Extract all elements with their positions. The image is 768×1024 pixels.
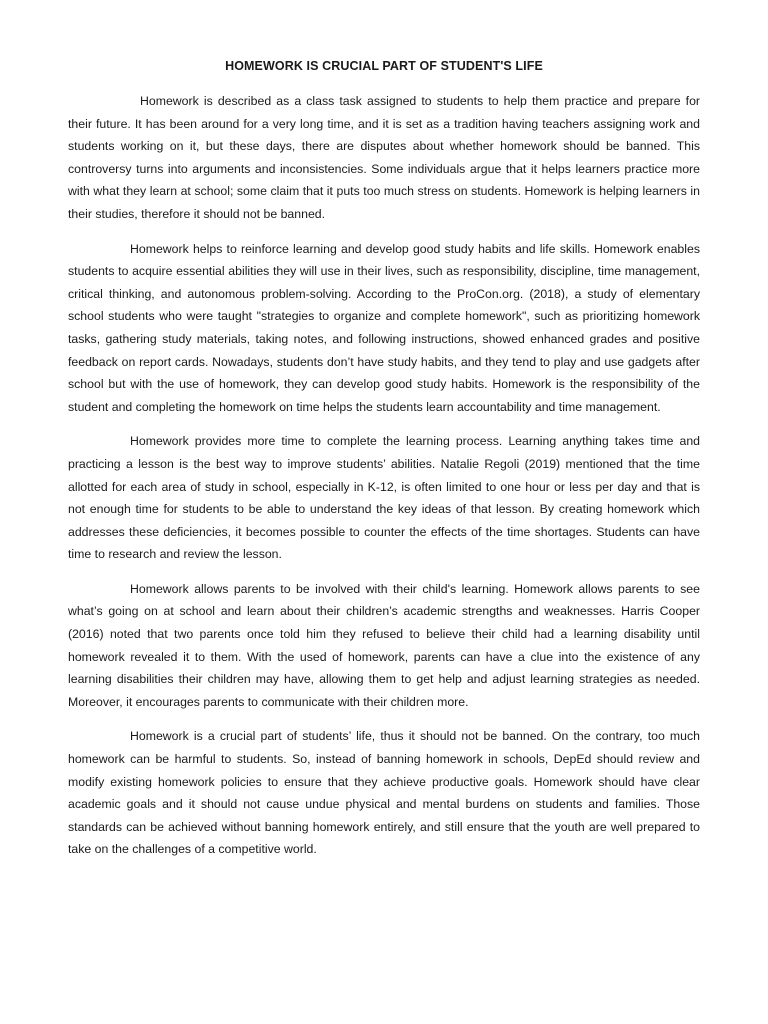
paragraph-introduction: Homework is described as a class task assigned to students to help them practice and prepare for their future. It has been around for a very long time, and it is set as a tradition having teachers assigning work and students working on it, but these days, there are disputes about whether homework should be banned. This controversy turns into arguments and inconsistencies. Some individuals argue that it helps learners practice more with what they learn at school; some claim that it puts too much stress on students. Homework is helping learners in their studies, therefore it should not be banned. — [68, 94, 700, 221]
document-title: HOMEWORK IS CRUCIAL PART OF STUDENT'S LIFE — [225, 59, 543, 73]
paragraph-parent-involvement: Homework allows parents to be involved with their child's learning. Homework allows parents to see what’s going on at school and learn about their children’s academic strengths and weaknesses. Harris Cooper (2016) noted that two parents once told him they refused to believe their child had a learning disability until homework revealed it to them. With the used of homework, parents can have a clue into the existence of any learning disabilities their children may have, allowing them to get help and adjust learning strategies as needed. Moreover, it encourages parents to communicate with their children more. — [68, 581, 700, 709]
paragraph-study-habits: Homework helps to reinforce learning and develop good study habits and life skills. Homework enables students to acquire essential abilities they will use in their lives, such as responsibility, discipline, time management, critical thinking, and autonomous problem-solving. According to the ProCon.org. (2018), a study of elementary school students who were taught "strategies to organize and complete homework", such as prioritizing homework tasks, gathering study materials, taking notes, and following instructions, showed enhanced grades and positive feedback on report cards. Nowadays, students don’t have study habits, and they tend to play and use gadgets after school but with the use of homework, they can develop good study habits. Homework is the responsibility of the student and completing the homework on time helps the students learn accountability and time management. — [68, 241, 700, 414]
paragraph-more-time: Homework provides more time to complete the learning process. Learning anything takes time and practicing a lesson is the best way to improve students’ abilities. Natalie Regoli (2019) mentioned that the time allotted for each area of study in school, especially in K-12, is often limited to one hour or less per day and that is not enough time for students to be able to understand the key ideas of that lesson. By creating homework which addresses these deficiencies, it becomes possible to counter the effects of the time shortages. Students can have time to research and review the lesson. — [68, 434, 700, 562]
paragraph-conclusion: Homework is a crucial part of students’ life, thus it should not be banned. On the contrary, too much homework can be harmful to students. So, instead of banning homework in schools, DepEd should review and modify existing homework policies to ensure that they achieve productive goals. Homework should have clear academic goals and it should not cause undue physical and mental burdens on students and families. Those standards can be achieved without banning homework entirely, and still ensure that the youth are well prepared to take on the challenges of a competitive world. — [68, 729, 700, 857]
document-body — [68, 90, 700, 873]
